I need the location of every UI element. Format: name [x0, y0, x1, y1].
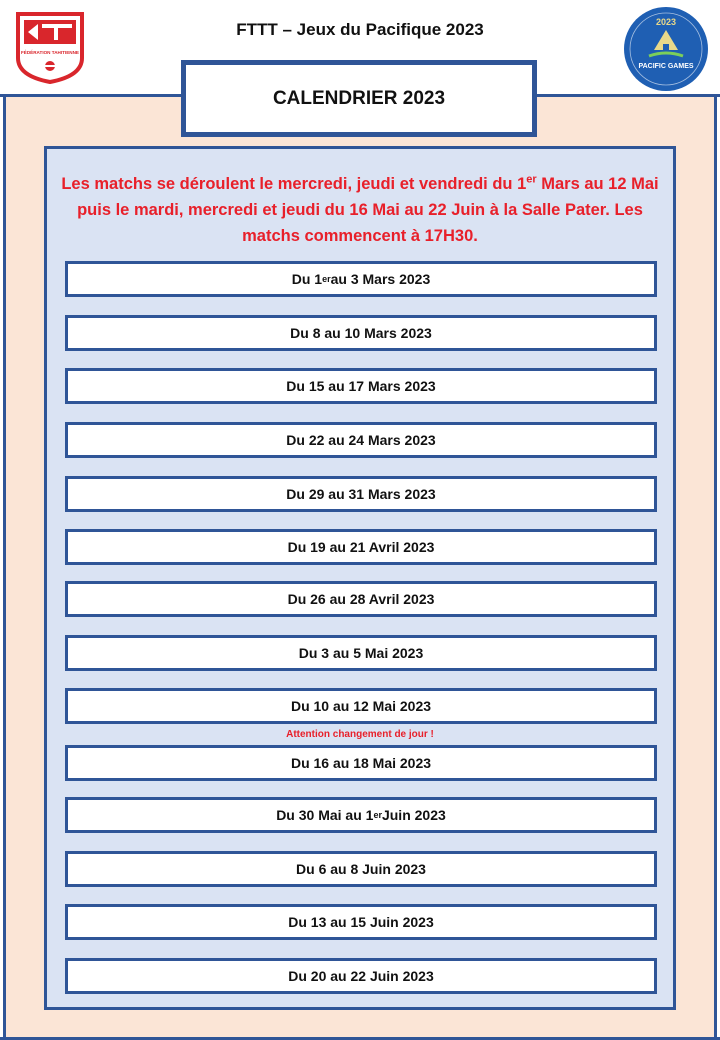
week-label: Du 20 au 22 Juin 2023 — [288, 968, 434, 984]
week-label: Du 10 au 12 Mai 2023 — [290, 698, 432, 714]
week-label: Du 29 au 31 Mars 2023 — [286, 486, 436, 502]
intro-text — [61, 171, 659, 249]
week-label: Du 15 au 17 Mars 2023 — [286, 378, 436, 394]
svg-text:FÉDÉRATION TAHITIENNE: FÉDÉRATION TAHITIENNE — [20, 50, 80, 55]
intro-part2: Mars au 12 Mai puis le mardi, mercredi et jeudi du 16 Mai au 22 Juin à la Salle Pater. Les matchs commencent à 17H30. — [77, 175, 659, 245]
week-label: Du 19 au 21 Avril 2023 — [287, 539, 435, 555]
week-label: Du 16 au 18 Mai 2023 — [290, 755, 432, 771]
week-row: Du 1 er au 3 Mars 2023 — [65, 261, 657, 297]
week-label: Du 8 au 10 Mars 2023 — [290, 325, 432, 341]
week-label-end: au 3 Mars 2023 — [330, 271, 431, 287]
intro-part1: Les matchs se déroulent le mercredi, jeudi et vendredi du 1 — [61, 175, 527, 193]
week-label: Du 22 au 24 Mars 2023 — [286, 432, 436, 448]
calendar-panel — [44, 146, 676, 1010]
week-row — [65, 688, 657, 724]
week-row — [65, 745, 657, 781]
week-row: Du 30 Mai au 1 er Juin 2023 — [65, 797, 657, 833]
svg-text:2023: 2023 — [655, 17, 677, 27]
pacific-games-logo — [623, 6, 709, 92]
week-row — [65, 904, 657, 940]
week-row — [65, 958, 657, 994]
week-label: Du 1 — [291, 271, 323, 287]
week-row — [65, 581, 657, 617]
week-label: Du 13 au 15 Juin 2023 — [288, 914, 434, 930]
week-row — [65, 476, 657, 512]
week-row — [65, 368, 657, 404]
intro-sup: er — [526, 173, 537, 186]
week-row — [65, 529, 657, 565]
svg-text:PACIFIC GAMES: PACIFIC GAMES — [638, 63, 694, 70]
week-label: Du 30 Mai au 1 — [276, 807, 374, 823]
week-label: Du 3 au 5 Mai 2023 — [298, 645, 424, 661]
week-label-end: Juin 2023 — [381, 807, 446, 823]
week-label: Du 26 au 28 Avril 2023 — [287, 591, 435, 607]
week-row — [65, 851, 657, 887]
week-label: Du 6 au 8 Juin 2023 — [296, 861, 426, 877]
calendar-title: CALENDRIER 2023 — [181, 60, 537, 137]
week-row — [65, 422, 657, 458]
week-row — [65, 635, 657, 671]
day-change-notice: Attention changement de jour ! — [286, 729, 434, 740]
header-title: FTTT – Jeux du Pacifique 2023 — [236, 20, 484, 39]
week-row — [65, 315, 657, 351]
